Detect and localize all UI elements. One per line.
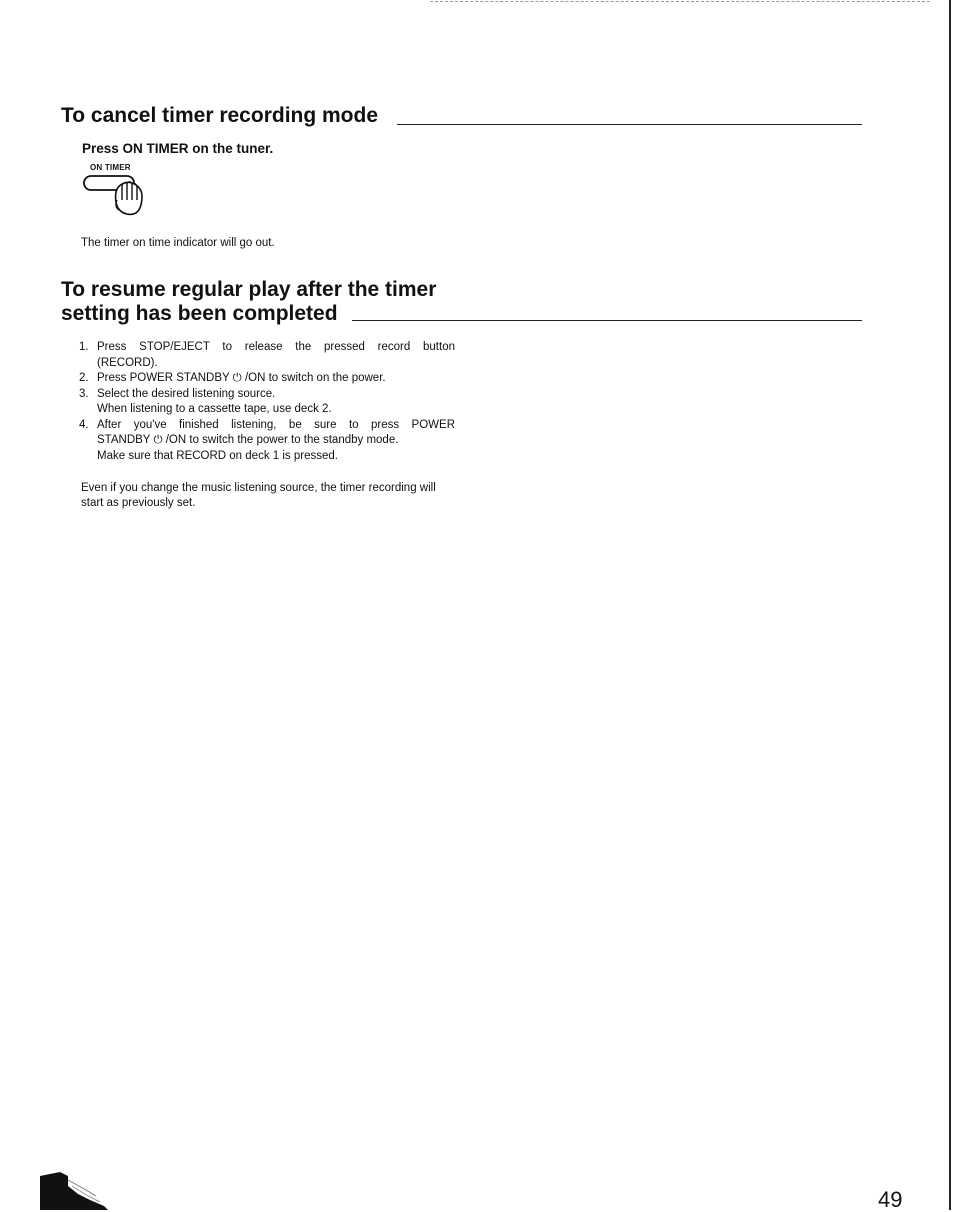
timer-indicator-note: The timer on time indicator will go out. [81,237,275,249]
on-timer-button-caption: ON TIMER [90,163,131,172]
step-number: 4. [79,418,89,431]
resume-steps-list [79,340,455,464]
finger-press-button-icon [82,170,164,222]
top-edge-rule [430,1,930,2]
step-number: 3. [79,387,89,400]
step-text: When listening to a cassette tape, use deck 2. [97,403,332,415]
list-item [79,387,455,418]
step-text: Press POWER STANDBY ⏻ /ON to switch on the power. [97,372,386,384]
step-text: Press STOP/EJECT to release the pressed record button [97,341,455,353]
step-number: 2. [79,372,89,384]
step-text: Select the desired listening source. [97,387,276,400]
page-number: 49 [878,1187,903,1212]
listening-source-note: Even if you change the music listening source, the timer recording will start as previously set. [81,482,436,509]
step-text: After you've finished listening, be sure to press POWER [97,418,455,431]
corner-mark-decoration [38,1166,108,1210]
cancel-timer-heading: To cancel timer recording mode [61,104,379,127]
step-text: (RECORD). [97,356,158,369]
step-number: 1. [79,341,89,353]
step-text: STANDBY ⏻ /ON to switch the power to the standby mode. [97,434,399,446]
resume-play-heading-rule [352,320,862,321]
cancel-timer-instruction: Press ON TIMER on the tuner. [82,141,274,156]
resume-play-heading-line2: setting has been completed [61,302,338,325]
list-item [79,340,455,371]
page-right-border [949,0,951,1210]
resume-play-heading-line1: To resume regular play after the timer [61,278,437,301]
cancel-timer-heading-rule [397,124,862,125]
step-text: Make sure that RECORD on deck 1 is pressed. [97,449,338,462]
list-item [79,371,455,387]
list-item [79,418,455,465]
